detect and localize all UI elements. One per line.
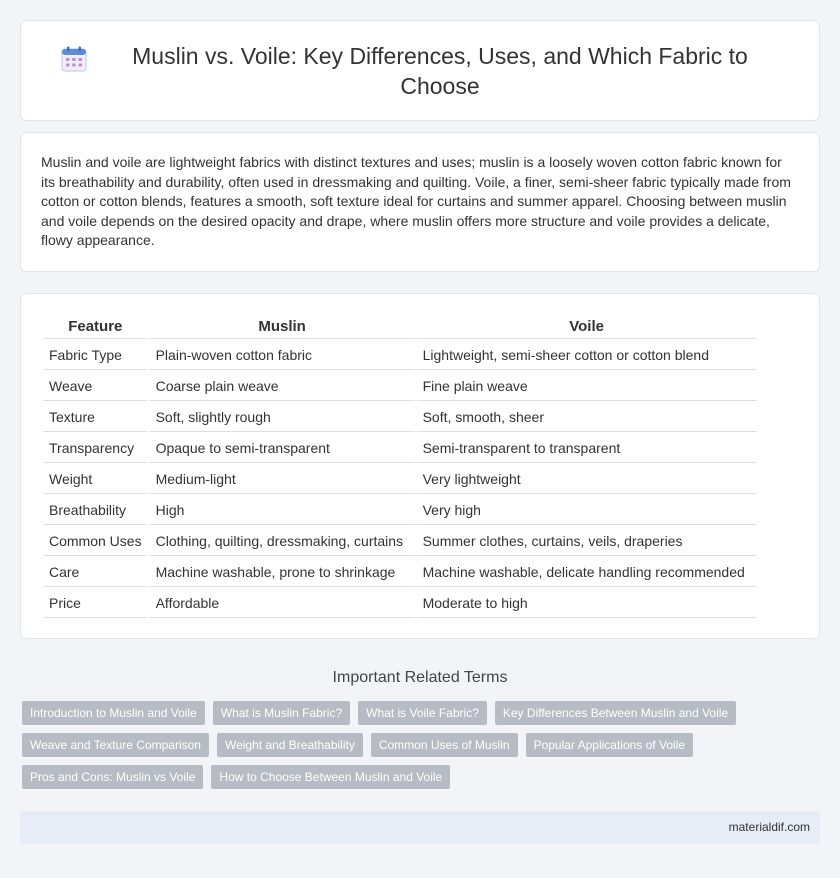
voile-cell: Lightweight, semi-sheer cotton or cotton blend xyxy=(417,341,757,370)
feature-cell: Care xyxy=(43,558,148,587)
feature-cell: Common Uses xyxy=(43,527,148,556)
muslin-cell: Affordable xyxy=(150,589,415,618)
header-card xyxy=(20,20,820,121)
related-term-link[interactable]: Pros and Cons: Muslin vs Voile xyxy=(22,765,203,789)
muslin-cell: Plain-woven cotton fabric xyxy=(150,341,415,370)
footer xyxy=(20,811,820,844)
muslin-cell: Soft, slightly rough xyxy=(150,403,415,432)
intro-card xyxy=(20,132,820,272)
voile-cell: Soft, smooth, sheer xyxy=(417,403,757,432)
voile-cell: Machine washable, delicate handling recommended xyxy=(417,558,757,587)
table-header-row xyxy=(43,316,757,339)
muslin-cell: Opaque to semi-transparent xyxy=(150,434,415,463)
footer-site-name: materialdif.com xyxy=(728,820,810,834)
feature-cell: Weave xyxy=(43,372,148,401)
voile-cell: Fine plain weave xyxy=(417,372,757,401)
page-title: Muslin vs. Voile: Key Differences, Uses, and Which Fabric to Choose xyxy=(132,42,748,99)
table-row xyxy=(43,496,757,525)
related-term-link[interactable]: How to Choose Between Muslin and Voile xyxy=(211,765,450,789)
voile-cell: Very lightweight xyxy=(417,465,757,494)
table-row xyxy=(43,558,757,587)
comparison-table-card xyxy=(20,293,820,639)
feature-cell: Weight xyxy=(43,465,148,494)
feature-cell: Fabric Type xyxy=(43,341,148,370)
related-term-link[interactable]: Introduction to Muslin and Voile xyxy=(22,701,205,725)
comparison-table xyxy=(41,314,759,620)
table-row xyxy=(43,434,757,463)
feature-cell: Texture xyxy=(43,403,148,432)
muslin-cell: Coarse plain weave xyxy=(150,372,415,401)
table-row xyxy=(43,341,757,370)
calendar-icon xyxy=(61,46,87,72)
related-term-link[interactable]: Weight and Breathability xyxy=(217,733,363,757)
related-term-link[interactable]: Popular Applications of Voile xyxy=(526,733,693,757)
voile-cell: Summer clothes, curtains, veils, draperies xyxy=(417,527,757,556)
related-terms-title: Important Related Terms xyxy=(332,669,508,686)
related-term-link[interactable]: Weave and Texture Comparison xyxy=(22,733,209,757)
feature-cell: Transparency xyxy=(43,434,148,463)
related-term-link[interactable]: What is Muslin Fabric? xyxy=(213,701,350,725)
header-voile: Voile xyxy=(417,316,757,339)
header-feature: Feature xyxy=(43,316,148,339)
intro-paragraph: Muslin and voile are lightweight fabrics with distinct textures and uses; muslin is a loosely woven cotton fabric known for its breathability and durability, often used in dressmaking and quilting. Voile, a finer, semi-sheer fabric typically made from cotton or cotton blends, features a smooth, soft texture ideal for curtains and summer apparel. Choosing between muslin and voile depends on the desired opacity and drape, where muslin offers more structure and voile provides a delicate, flowy appearance. xyxy=(41,154,791,248)
table-row xyxy=(43,589,757,618)
voile-cell: Moderate to high xyxy=(417,589,757,618)
related-terms-tags xyxy=(0,701,840,797)
header-muslin: Muslin xyxy=(150,316,415,339)
table-row xyxy=(43,372,757,401)
table-row xyxy=(43,465,757,494)
related-term-link[interactable]: Key Differences Between Muslin and Voile xyxy=(495,701,736,725)
related-terms-section xyxy=(0,669,840,797)
muslin-cell: Clothing, quilting, dressmaking, curtains xyxy=(150,527,415,556)
voile-cell: Very high xyxy=(417,496,757,525)
related-term-link[interactable]: What is Voile Fabric? xyxy=(358,701,487,725)
muslin-cell: Machine washable, prone to shrinkage xyxy=(150,558,415,587)
feature-cell: Price xyxy=(43,589,148,618)
table-row xyxy=(43,527,757,556)
header-inner xyxy=(61,41,779,101)
muslin-cell: Medium-light xyxy=(150,465,415,494)
muslin-cell: High xyxy=(150,496,415,525)
feature-cell: Breathability xyxy=(43,496,148,525)
related-term-link[interactable]: Common Uses of Muslin xyxy=(371,733,518,757)
voile-cell: Semi-transparent to transparent xyxy=(417,434,757,463)
table-row xyxy=(43,403,757,432)
